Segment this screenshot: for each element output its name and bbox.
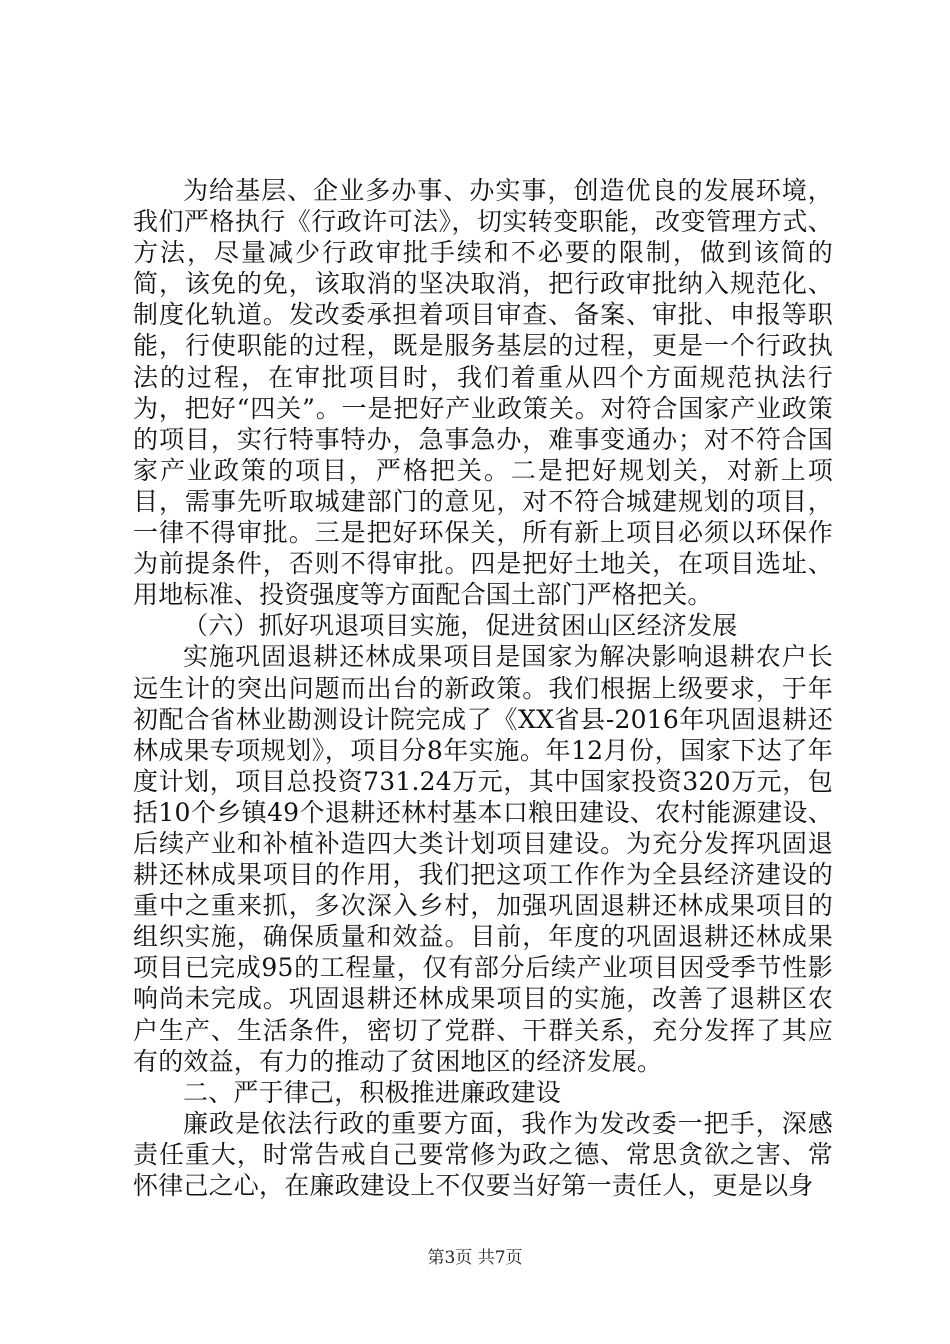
paragraph-clean-government: 廉政是依法行政的重要方面，我作为发改委一把手，深感责任重大，时常告戒自己要常修为政之德、常思贪欲之害、常怀律己之心，在廉政建设上不仅要当好第一责任人，更是以身 [133,1108,833,1200]
paragraph-reforestation-project: 实施巩固退耕还林成果项目是国家为解决影响退耕农户长远生计的突出问题而出台的新政策。我们根据上级要求，于年初配合省林业勘测设计院完成了《XX省县-2016年巩固退耕还林成果专项规划》，项目分8年实施。年12月份，国家下达了年度计划，项目总投资731.24万元，其中国家投资320万元，包括10个乡镇49个退耕还林村基本口粮田建设、农村能源建设、后续产业和补植补造四大类计划项目建设。为充分发挥巩固退耕还林成果项目的作用，我们把这项工作作为全县经济建设的重中之重来抓，多次深入乡村，加强巩固退耕还林成果项目的组织实施，确保质量和效益。目前，年度的巩固退耕还林成果项目已完成95的工程量，仅有部分后续产业项目因受季节性影响尚未完成。巩固退耕还林成果项目的实施，改善了退耕区农户生产、生活条件，密切了党群、干群关系，充分发挥了其应有的效益，有力的推动了贫困地区的经济发展。 [133,642,833,1076]
document-body [133,175,833,1201]
section-heading-two: 二、严于律己，积极推进廉政建设 [183,1077,562,1107]
paragraph-administrative-approval: 为给基层、企业多办事、办实事，创造优良的发展环境，我们严格执行《行政许可法》，切实转变职能，改变管理方式、方法，尽量减少行政审批手续和不必要的限制，做到该简的简，该免的免，该取消的坚决取消，把行政审批纳入规范化、制度化轨道。发改委承担着项目审查、备案、审批、申报等职能，行使职能的过程，既是服务基层的过程，更是一个行政执法的过程，在审批项目时，我们着重从四个方面规范执法行为，把好“四关”。一是把好产业政策关。对符合国家产业政策的项目，实行特事特办，急事急办，难事变通办；对不符合国家产业政策的项目，严格把关。二是把好规划关，对新上项目，需事先听取城建部门的意见，对不符合城建规划的项目，一律不得审批。三是把好环保关，所有新上项目必须以环保作为前提条件，否则不得审批。四是把好土地关，在项目选址、用地标准、投资强度等方面配合国土部门严格把关。 [133,176,833,610]
page-footer: 第3页 共7页 [427,1248,523,1268]
section-heading-six: （六）抓好巩退项目实施，促进贫困山区经济发展 [183,611,738,641]
